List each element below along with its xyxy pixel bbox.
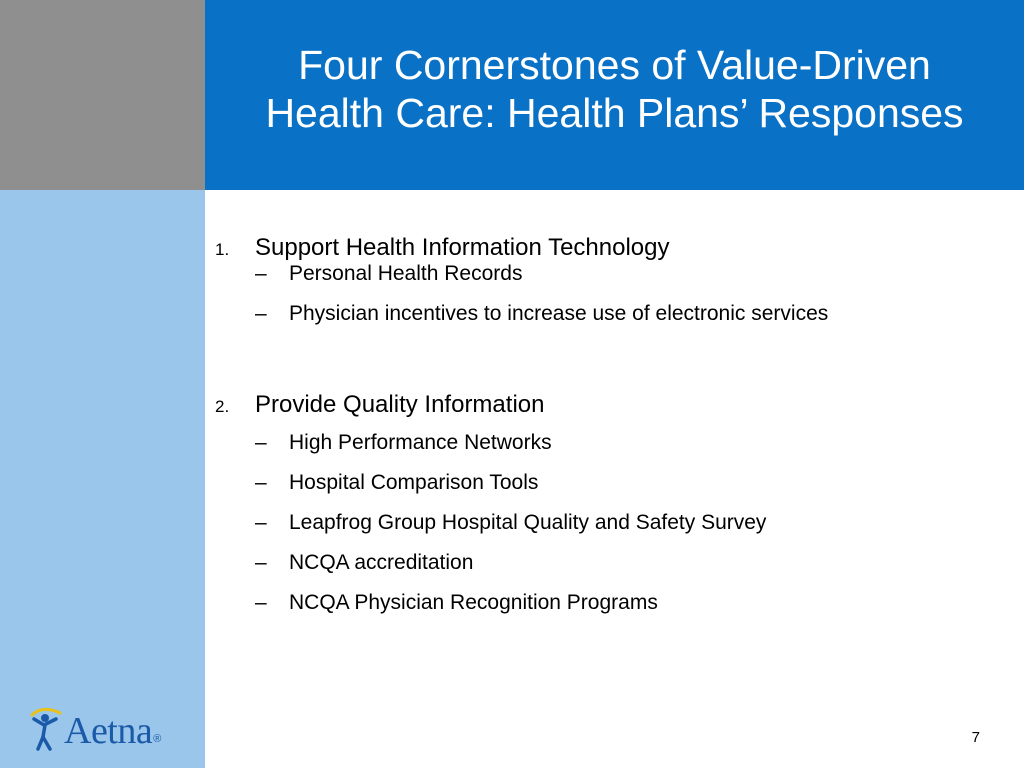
list-item-text: High Performance Networks	[289, 431, 552, 454]
list-item	[215, 423, 766, 463]
aetna-figure-icon	[28, 705, 64, 751]
slide-title-line-2: Health Care: Health Plans’ Responses	[265, 90, 964, 136]
dash-bullet: –	[255, 302, 267, 325]
dash-bullet: –	[255, 262, 267, 285]
title-bar	[205, 0, 1024, 190]
section-2	[215, 391, 766, 623]
dash-bullet: –	[255, 551, 267, 574]
dash-bullet: –	[255, 431, 267, 454]
slide-content	[205, 190, 1024, 768]
page-number: 7	[971, 729, 980, 746]
list-item-text: Personal Health Records	[289, 262, 523, 285]
section-1	[215, 234, 828, 334]
corner-block	[0, 0, 205, 190]
list-item	[215, 294, 828, 334]
list-item	[215, 543, 766, 583]
list-item-text: NCQA Physician Recognition Programs	[289, 591, 658, 614]
left-panel	[0, 190, 205, 768]
slide-title	[265, 41, 963, 137]
section-heading: Provide Quality Information	[255, 391, 545, 418]
list-item-text: Physician incentives to increase use of electronic services	[289, 302, 829, 325]
aetna-wordmark: Aetna	[64, 710, 153, 752]
section-number: 2.	[215, 397, 230, 416]
slide-title-line-1: Four Cornerstones of Value-Driven	[298, 42, 931, 88]
dash-bullet: –	[255, 591, 267, 614]
aetna-logo	[28, 703, 178, 751]
list-item-text: NCQA accreditation	[289, 551, 474, 574]
list-item	[215, 583, 766, 623]
dash-bullet: –	[255, 511, 267, 534]
section-number: 1.	[215, 240, 230, 259]
list-item	[215, 503, 766, 543]
list-item	[215, 254, 828, 294]
section-heading: Support Health Information Technology	[255, 234, 670, 261]
list-item-text: Leapfrog Group Hospital Quality and Safety Survey	[289, 511, 767, 534]
list-item	[215, 463, 766, 503]
list-item-text: Hospital Comparison Tools	[289, 471, 539, 494]
dash-bullet: –	[255, 471, 267, 494]
registered-mark: ®	[153, 733, 162, 745]
